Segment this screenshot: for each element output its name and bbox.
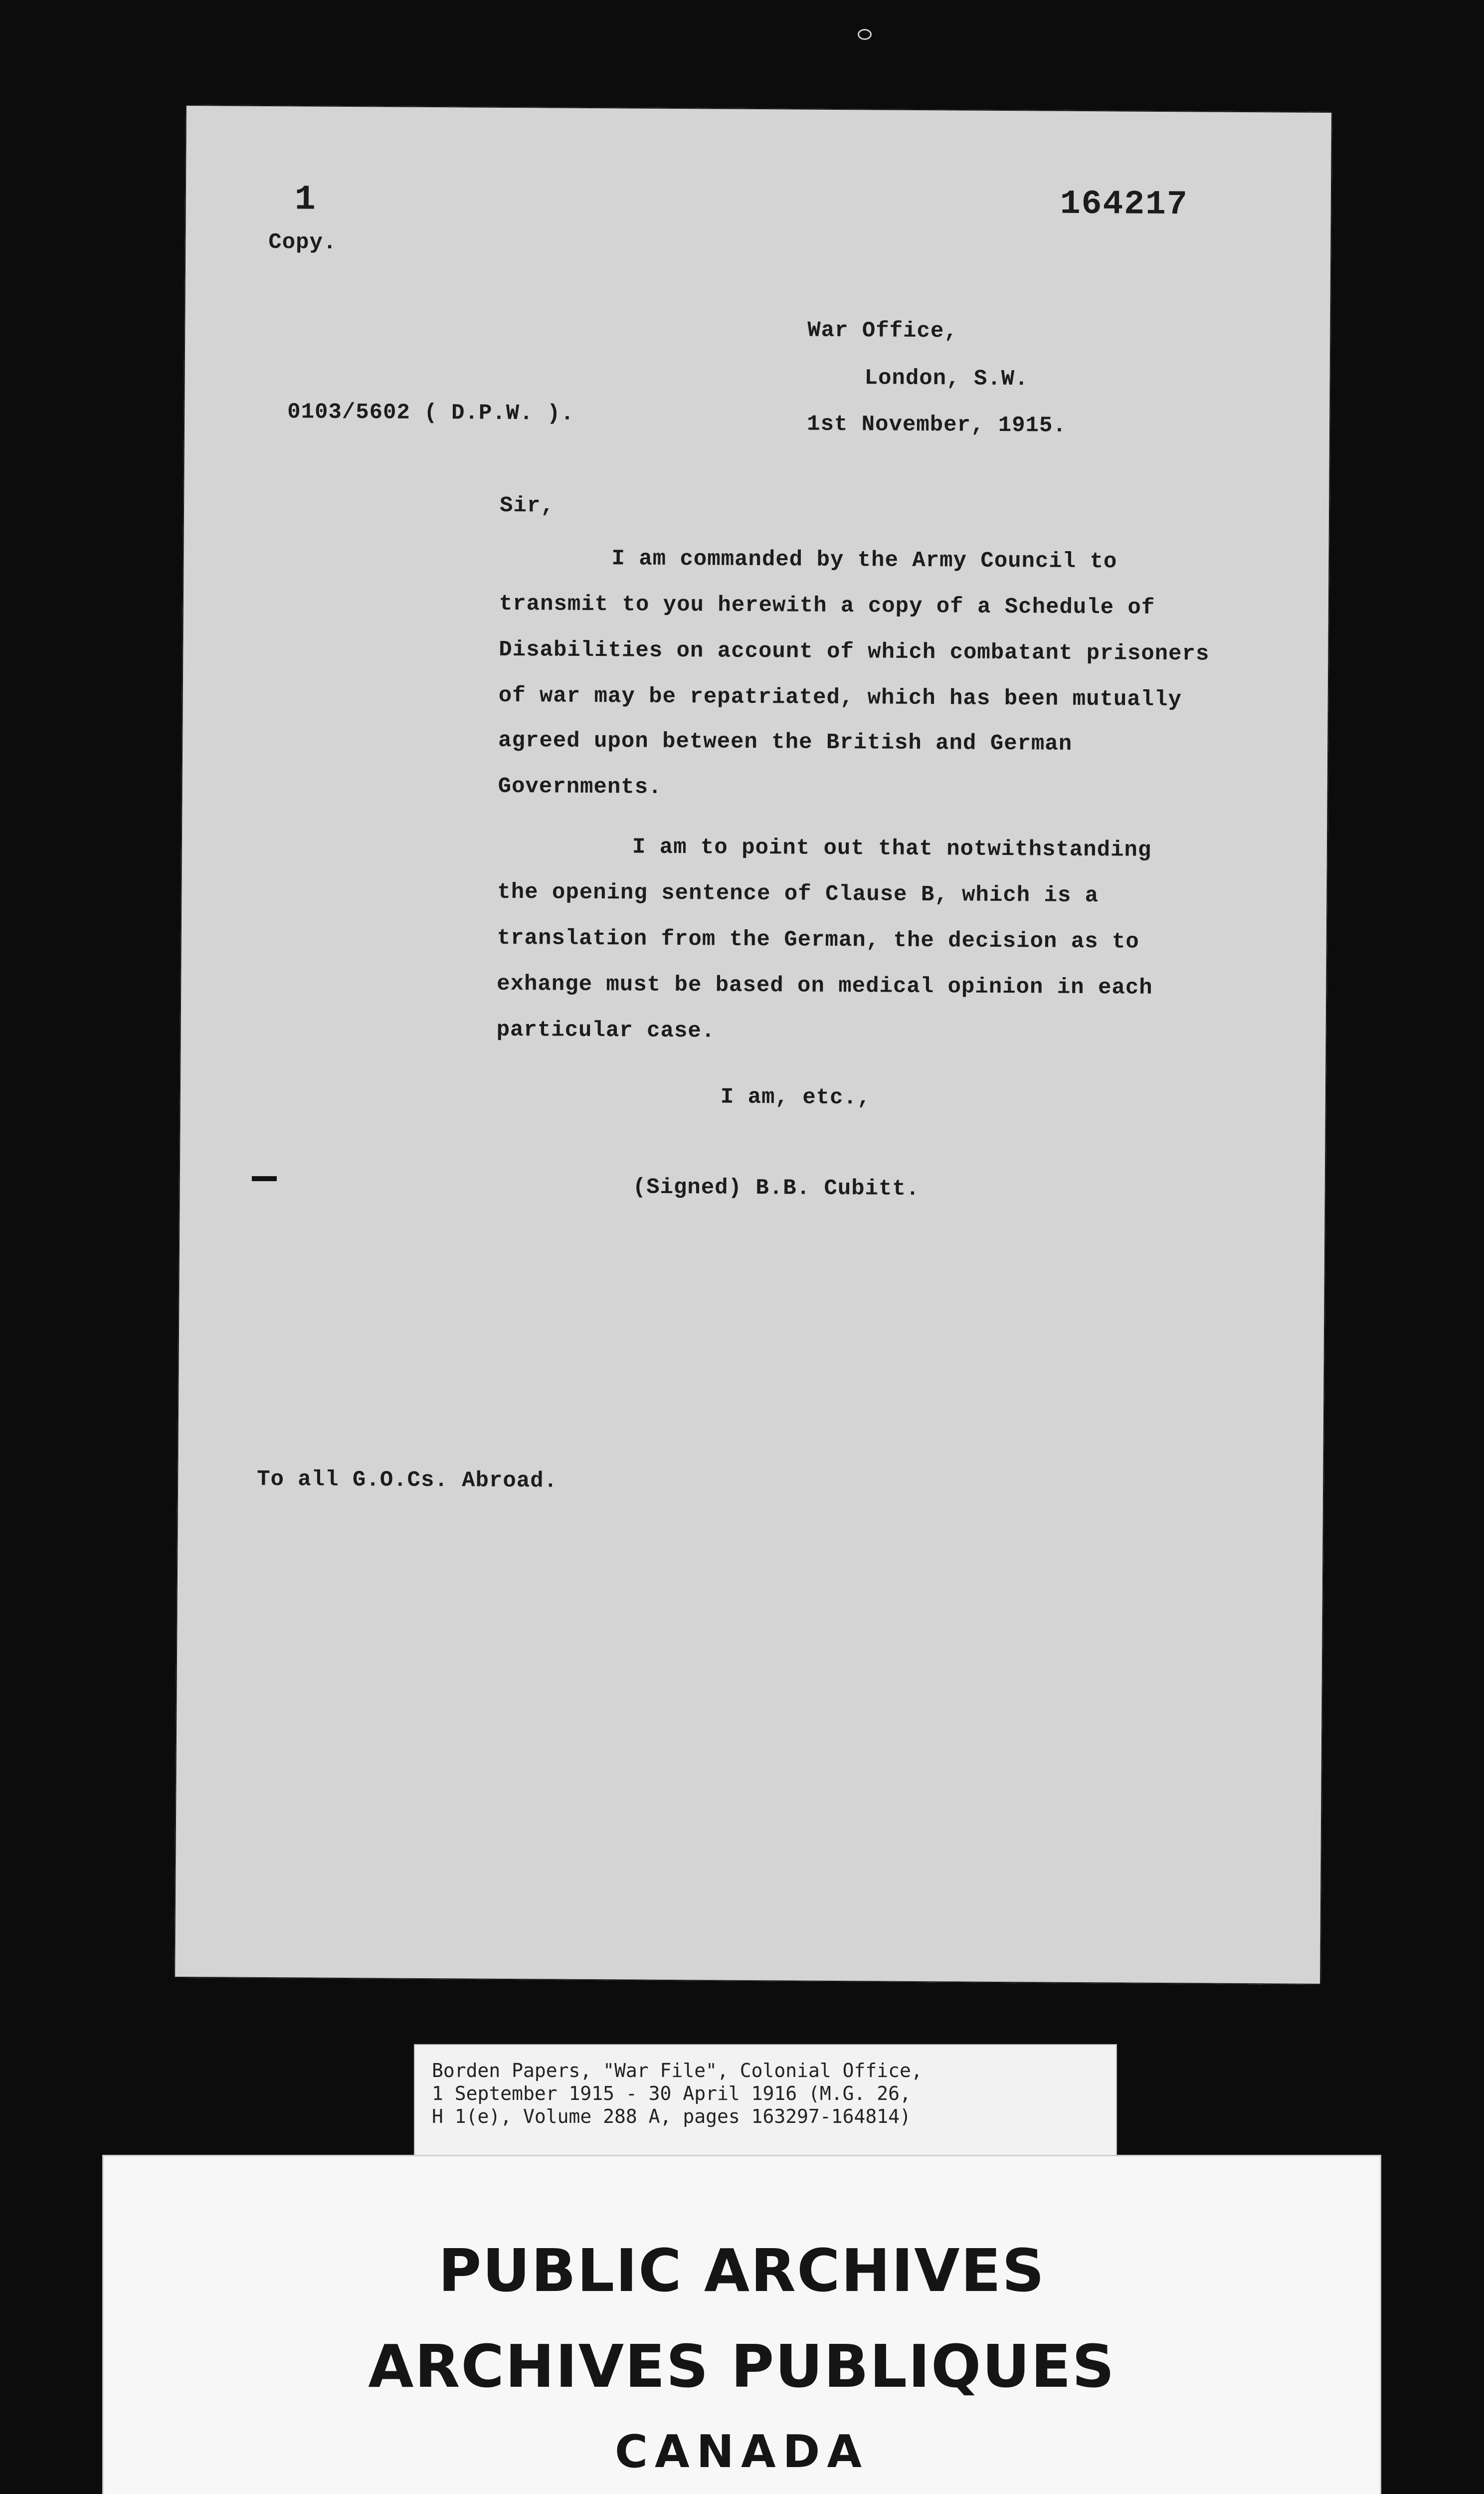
sender-office: War Office, bbox=[807, 318, 958, 344]
banner-archives-publiques: ARCHIVES PUBLIQUES bbox=[368, 2332, 1115, 2401]
letter-page bbox=[174, 105, 1332, 1985]
paragraph1-line: Governments. bbox=[498, 774, 662, 800]
salutation: Sir, bbox=[499, 493, 555, 519]
recipient: To all G.O.Cs. Abroad. bbox=[257, 1466, 558, 1494]
archive-slip-line: Borden Papers, "War File", Colonial Office, bbox=[432, 2060, 923, 2081]
paragraph2-line: I am to point out that notwithstanding bbox=[632, 834, 1152, 863]
copy-label: Copy. bbox=[268, 230, 337, 255]
margin-dash-mark bbox=[252, 1176, 277, 1181]
banner-public-archives: PUBLIC ARCHIVES bbox=[438, 2236, 1046, 2305]
public-archives-banner bbox=[102, 2155, 1381, 2494]
paragraph2-line: particular case. bbox=[496, 1017, 716, 1044]
archive-slip-line: 1 September 1915 - 30 April 1916 (M.G. 26, bbox=[432, 2082, 911, 2104]
banner-canada: CANADA bbox=[614, 2426, 869, 2478]
closing: I am, etc., bbox=[720, 1084, 871, 1111]
copy-mark: 1 bbox=[294, 180, 316, 220]
signature: (Signed) B.B. Cubitt. bbox=[632, 1175, 920, 1202]
paragraph1-line: I am commanded by the Army Council to bbox=[611, 546, 1117, 575]
reference-number: 0103/5602 ( D.P.W. ). bbox=[287, 400, 574, 426]
letter-date: 1st November, 1915. bbox=[806, 412, 1067, 438]
paragraph2-line: the opening sentence of Clause B, which is a bbox=[497, 879, 1099, 909]
archive-reference-slip bbox=[414, 2044, 1117, 2164]
sender-city: London, S.W. bbox=[864, 366, 1029, 392]
paragraph1-line: of war may be repatriated, which has been mutually bbox=[498, 683, 1182, 713]
archive-slip-line: H 1(e), Volume 288 A, pages 163297-164814) bbox=[432, 2105, 911, 2127]
paragraph2-line: exhange must be based on medical opinion in each bbox=[497, 971, 1153, 1001]
paragraph2-line: translation from the German, the decision as to bbox=[497, 925, 1139, 955]
paragraph1-line: transmit to you herewith a copy of a Schedule of bbox=[499, 591, 1155, 621]
film-speck-mark bbox=[858, 29, 872, 40]
paragraph1-line: Disabilities on account of which combatant prisoners bbox=[499, 637, 1210, 667]
document-number: 164217 bbox=[1060, 185, 1188, 224]
paragraph1-line: agreed upon between the British and German bbox=[498, 728, 1073, 757]
